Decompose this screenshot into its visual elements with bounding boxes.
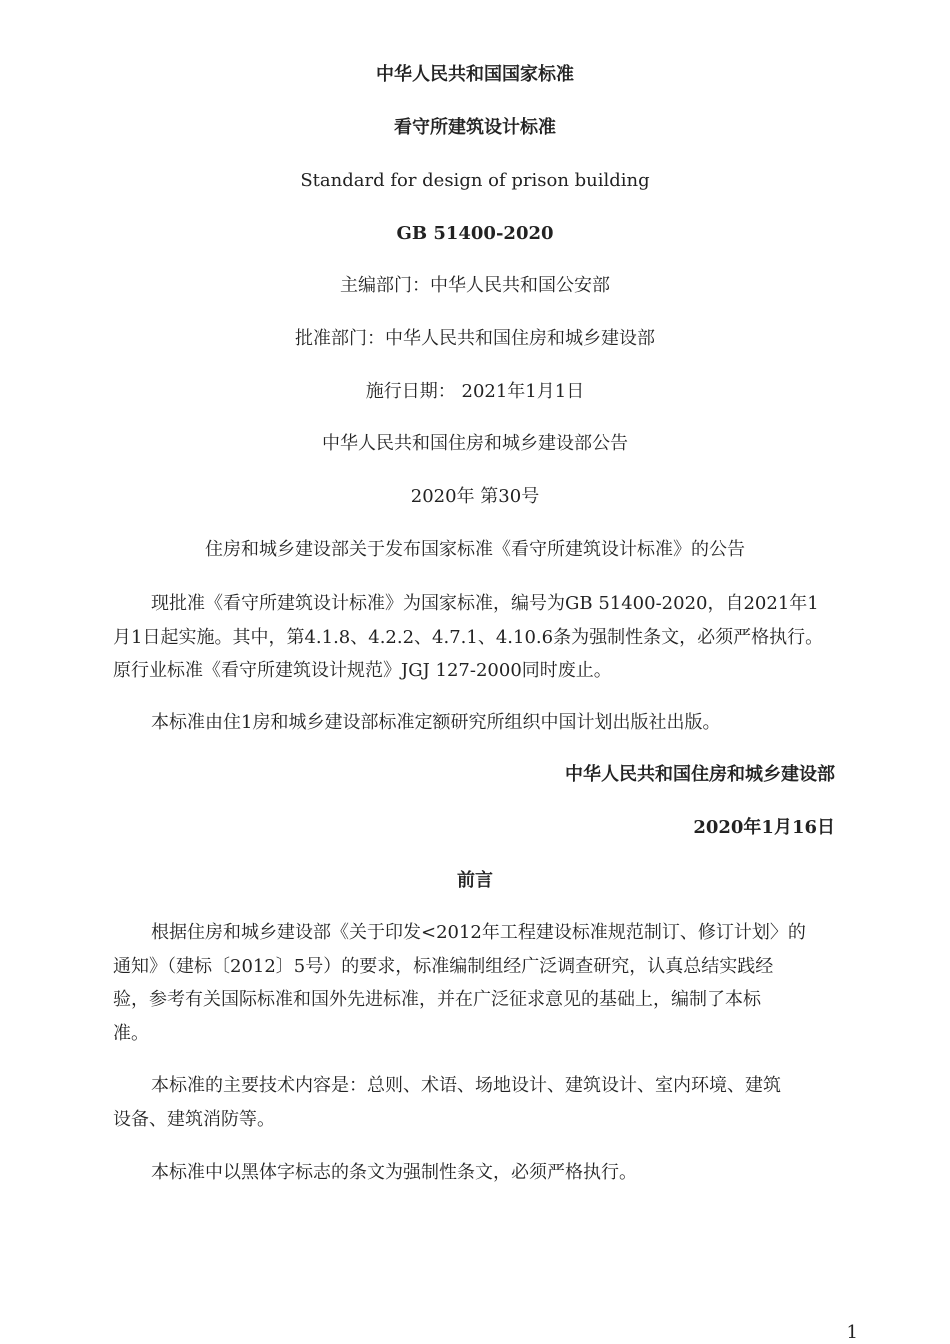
effective-date: 施行日期： 2021年1月1日 (365, 381, 585, 402)
announcement-number: 2020年 第30号 (410, 486, 540, 507)
paragraph-line: 原行业标准《看守所建筑设计规范》JGJ 127-2000同时废止。 (113, 660, 612, 681)
announcement-signature: 中华人民共和国住房和城乡建设部 (565, 764, 835, 785)
paragraph-line: 设备、建筑消防等。 (113, 1108, 275, 1130)
preface-paragraph-1 (113, 916, 833, 1050)
preface-heading: 前言 (457, 870, 493, 891)
announcement-paragraph-1 (113, 587, 833, 688)
paragraph-line: 本标准由住1房和城乡建设部标准定额研究所组织中国计划出版社出版。 (151, 712, 721, 733)
announcement-date: 2020年1月16日 (693, 817, 835, 838)
announcement-issuer-heading: 中华人民共和国住房和城乡建设部公告 (322, 433, 628, 454)
standard-code: GB 51400-2020 (396, 223, 554, 244)
announcement-paragraph-2 (113, 706, 833, 740)
national-standard-heading: 中华人民共和国国家标准 (376, 64, 574, 85)
paragraph-line: 现批准《看守所建筑设计标准》为国家标准，编号为GB 51400-2020，自2021年1 (151, 593, 819, 614)
standard-title-cn: 看守所建筑设计标准 (394, 117, 556, 138)
paragraph-line: 通知》（建标〔2012〕5号）的要求，标准编制组经广泛调查研究，认真总结实践经 (113, 955, 774, 977)
standard-title-en: Standard for design of prison building (300, 170, 650, 191)
paragraph-line: 本标准的主要技术内容是：总则、术语、场地设计、建筑设计、室内环境、建筑 (151, 1075, 781, 1096)
chief-editor-department: 主编部门：中华人民共和国公安部 (340, 275, 610, 296)
paragraph-line: 月1日起实施。其中，第4.1.8、4.2.2、4.7.1、4.10.6条为强制性条文，必须严格执行。 (113, 626, 824, 648)
approving-department: 批准部门：中华人民共和国住房和城乡建设部 (295, 328, 655, 349)
preface-paragraph-3 (113, 1156, 833, 1190)
preface-paragraph-2 (113, 1069, 833, 1136)
paragraph-line: 本标准中以黑体字标志的条文为强制性条文，必须严格执行。 (151, 1162, 637, 1183)
page-number: 1 (846, 1322, 858, 1343)
paragraph-line: 准。 (113, 1022, 149, 1044)
paragraph-line: 根据住房和城乡建设部《关于印发<2012年工程建设标准规范制订、修订计划〉的 (151, 922, 806, 943)
paragraph-line: 验，参考有关国际标准和国外先进标准，并在广泛征求意见的基础上，编制了本标 (113, 989, 761, 1010)
announcement-title: 住房和城乡建设部关于发布国家标准《看守所建筑设计标准》的公告 (205, 539, 745, 560)
